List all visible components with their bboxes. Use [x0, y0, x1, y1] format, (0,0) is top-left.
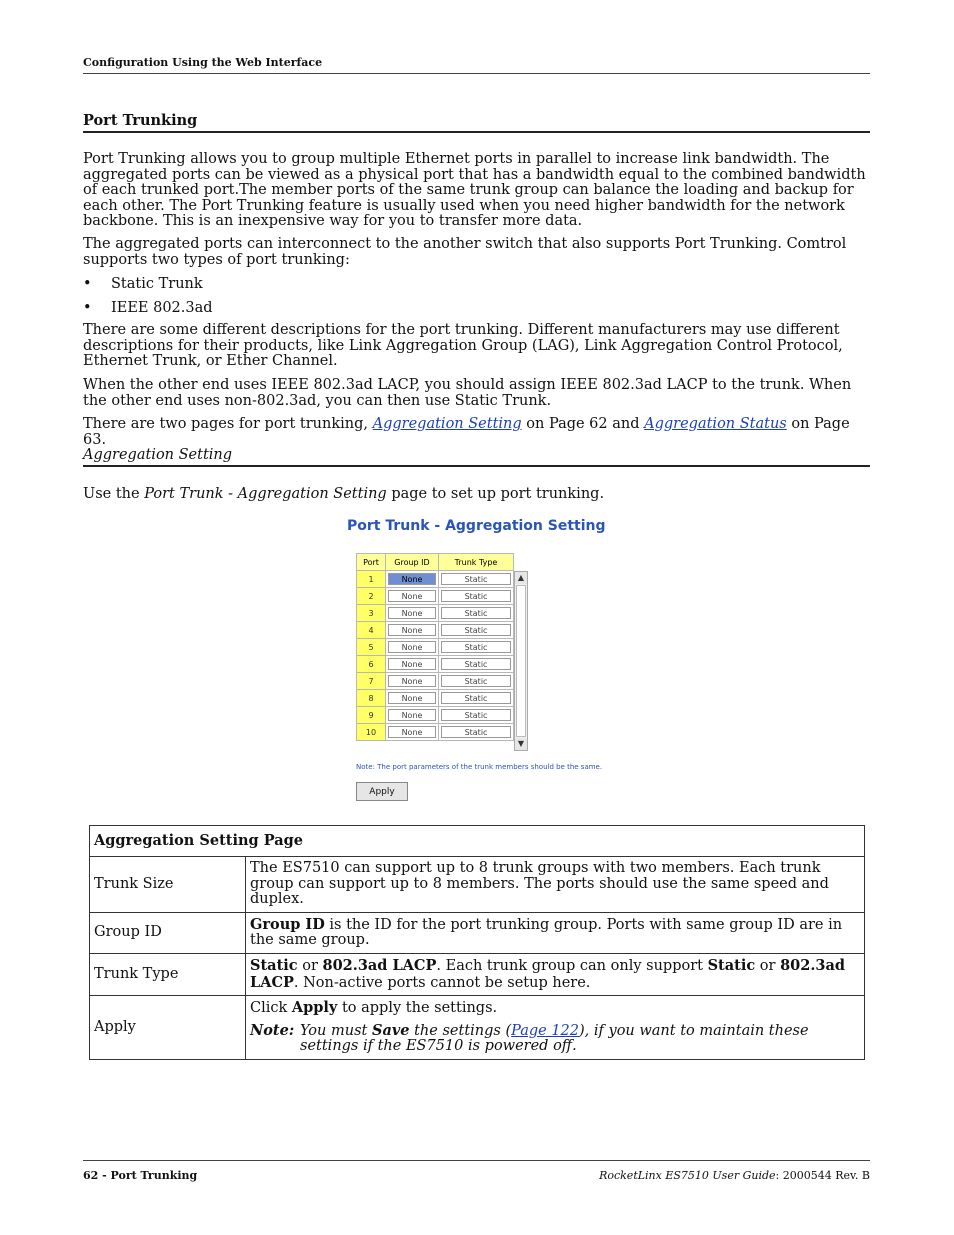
- save-note: [250, 1023, 860, 1055]
- port-number: 5: [357, 639, 386, 656]
- text-span: is the ID for the port trunking group. Ports with same group ID are in the same group.: [250, 916, 843, 949]
- grid-row: [357, 656, 514, 673]
- link-aggregation-status[interactable]: Aggregation Status: [644, 416, 787, 432]
- port-number: 1: [357, 571, 386, 588]
- text-span: to apply the settings.: [337, 1000, 498, 1017]
- group-id-cell: [386, 690, 439, 707]
- port-number: 10: [357, 724, 386, 741]
- page-name: Port Trunk - Aggregation Setting: [144, 486, 387, 502]
- trunk-type-select[interactable]: Static: [441, 675, 511, 687]
- group-id-select[interactable]: None: [388, 658, 436, 670]
- table-row: [90, 953, 865, 995]
- trunk-type-select[interactable]: Static: [441, 624, 511, 636]
- group-id-select[interactable]: None: [388, 709, 436, 721]
- text-span: the settings (: [409, 1022, 512, 1039]
- trunk-type-cell: [439, 673, 514, 690]
- bold-term: 802.3ad LACP: [322, 956, 437, 974]
- group-id-select[interactable]: None: [388, 624, 436, 636]
- group-id-cell: [386, 656, 439, 673]
- grid-scrollbar[interactable]: [514, 571, 528, 751]
- scroll-up-icon[interactable]: ▲: [515, 572, 527, 584]
- text-span: You must: [300, 1022, 372, 1039]
- text-span: or: [755, 957, 781, 974]
- subsection-title: Aggregation Setting: [83, 447, 870, 467]
- descriptions-paragraph: There are some different descriptions for the port trunking. Different manufacturers may use different descriptions for their products, like Link Aggregation Group (LAG), Link Aggregation Control Protocol, Ethernet Trunk, or Ether Channel.: [83, 322, 843, 370]
- table-row: [90, 996, 865, 1060]
- aggregation-setting-table: [89, 825, 865, 1060]
- trunk-type-select[interactable]: Static: [441, 658, 511, 670]
- table-header: Aggregation Setting Page: [90, 826, 865, 857]
- footer-doc-label: [599, 1169, 870, 1182]
- running-head: Configuration Using the Web Interface: [83, 56, 870, 74]
- trunk-type-cell: [439, 622, 514, 639]
- link-page-122[interactable]: Page 122: [511, 1022, 580, 1039]
- page-footer: [83, 1160, 870, 1182]
- column-header-trunk-type: Trunk Type: [439, 554, 514, 571]
- bullet-marker: •: [83, 300, 92, 316]
- grid-row: [357, 588, 514, 605]
- group-id-select[interactable]: None: [388, 573, 436, 585]
- port-number: 6: [357, 656, 386, 673]
- apply-description: [250, 1000, 860, 1017]
- port-number: 3: [357, 605, 386, 622]
- text-span: Click: [250, 1000, 292, 1017]
- footer-page-label: 62 - Port Trunking: [83, 1169, 198, 1182]
- group-id-cell: [386, 707, 439, 724]
- trunk-type-select[interactable]: Static: [441, 607, 511, 619]
- group-id-select[interactable]: None: [388, 607, 436, 619]
- bold-term: Apply: [291, 999, 338, 1017]
- trunk-type-cell: [439, 724, 514, 741]
- scroll-down-icon[interactable]: ▼: [515, 738, 527, 750]
- trunk-type-cell: [439, 639, 514, 656]
- group-id-cell: [386, 588, 439, 605]
- row-label: Trunk Size: [90, 857, 246, 913]
- row-description: [246, 953, 865, 995]
- group-id-select[interactable]: None: [388, 590, 436, 602]
- trunk-type-cell: [439, 588, 514, 605]
- grid-row: [357, 622, 514, 639]
- row-label: Group ID: [90, 912, 246, 953]
- bold-term: Static: [707, 956, 756, 974]
- group-id-cell: [386, 724, 439, 741]
- group-id-cell: [386, 639, 439, 656]
- aggregation-grid: [356, 553, 514, 741]
- pages-paragraph: [83, 417, 870, 448]
- group-id-cell: [386, 622, 439, 639]
- note-label: Note:: [250, 1021, 295, 1039]
- bold-term: 802.3ad LACP: [250, 956, 846, 991]
- row-description: [246, 912, 865, 953]
- row-label: Apply: [90, 996, 246, 1060]
- table-row: [90, 857, 865, 913]
- lacp-paragraph: When the other end uses IEEE 802.3ad LACP, you should assign IEEE 802.3ad LACP to the trunk. When the other end uses non-802.3ad, you can then use Static Trunk.: [83, 377, 852, 409]
- grid-row: [357, 707, 514, 724]
- table-row: [90, 912, 865, 953]
- trunk-type-cell: [439, 690, 514, 707]
- grid-row: [357, 673, 514, 690]
- text-span: on Page 63.: [83, 416, 850, 448]
- row-description: [246, 996, 865, 1060]
- row-label: Trunk Type: [90, 953, 246, 995]
- text-span: There are two pages for port trunking,: [83, 416, 373, 432]
- screenshot-title: Port Trunk - Aggregation Setting: [347, 518, 606, 534]
- section-title: Port Trunking: [83, 112, 870, 133]
- bullet-text: Static Trunk: [111, 276, 203, 292]
- grid-row: [357, 639, 514, 656]
- group-id-select[interactable]: None: [388, 641, 436, 653]
- text-span: ), if you want to maintain these settings if the ES7510 is powered off.: [300, 1022, 809, 1055]
- bold-term: Static: [250, 956, 298, 974]
- trunk-note: Note: The port parameters of the trunk members should be the same.: [356, 763, 603, 771]
- note-text: [300, 1023, 860, 1055]
- bullet-static-trunk: [83, 276, 203, 292]
- group-id-select[interactable]: None: [388, 726, 436, 738]
- port-number: 7: [357, 673, 386, 690]
- text-span: . Non-active ports cannot be setup here.: [293, 974, 591, 991]
- port-number: 9: [357, 707, 386, 724]
- trunk-type-cell: [439, 656, 514, 673]
- bold-term: Save: [371, 1021, 410, 1039]
- text-span: on Page 62 and: [521, 416, 645, 432]
- port-number: 8: [357, 690, 386, 707]
- column-header-port: Port: [357, 554, 386, 571]
- bullet-text: IEEE 802.3ad: [111, 300, 213, 316]
- bold-term: Group ID: [250, 915, 325, 933]
- column-header-group-id: Group ID: [386, 554, 439, 571]
- trunk-type-select[interactable]: Static: [441, 709, 511, 721]
- text-span: page to set up port trunking.: [386, 486, 605, 502]
- link-aggregation-setting[interactable]: Aggregation Setting: [372, 416, 522, 432]
- group-id-select[interactable]: None: [388, 692, 436, 704]
- use-page-paragraph: [83, 487, 870, 503]
- trunk-type-cell: [439, 707, 514, 724]
- group-id-cell: [386, 571, 439, 588]
- row-description: The ES7510 can support up to 8 trunk groups with two members. Each trunk group can support up to 8 members. The ports should use the same speed and duplex.: [246, 857, 865, 913]
- trunk-type-select[interactable]: Static: [441, 573, 511, 585]
- group-id-cell: [386, 673, 439, 690]
- footer-guide-title: RocketLinx ES7510 User Guide: [599, 1169, 776, 1182]
- apply-button[interactable]: Apply: [356, 782, 408, 801]
- group-id-cell: [386, 605, 439, 622]
- text-span: Use the: [83, 486, 145, 502]
- trunk-type-select[interactable]: Static: [441, 726, 511, 738]
- grid-row: [357, 571, 514, 588]
- grid-row: [357, 605, 514, 622]
- aggregation-paragraph: The aggregated ports can interconnect to the another switch that also supports Port Trunking. Comtrol supports two types of port trunking:: [83, 236, 847, 268]
- scroll-thumb[interactable]: [516, 585, 526, 737]
- group-id-select[interactable]: None: [388, 675, 436, 687]
- trunk-type-select[interactable]: Static: [441, 641, 511, 653]
- text-span: or: [297, 957, 323, 974]
- bullet-ieee: [83, 300, 213, 316]
- grid-row: [357, 724, 514, 741]
- trunk-type-select[interactable]: Static: [441, 692, 511, 704]
- port-number: 2: [357, 588, 386, 605]
- port-number: 4: [357, 622, 386, 639]
- trunk-type-cell: [439, 605, 514, 622]
- grid-row: [357, 690, 514, 707]
- trunk-type-select[interactable]: Static: [441, 590, 511, 602]
- intro-paragraph: Port Trunking allows you to group multiple Ethernet ports in parallel to increase link bandwidth. The aggregated ports can be viewed as a physical port that has a bandwidth equal to the combined bandwidth of each trunked port.The member ports of the same trunk group can balance the loading and backup for each other. The Port Trunking feature is usually used when you need higher bandwidth for the network backbone. This is an inexpensive way for you to transfer more data.: [83, 151, 866, 230]
- trunk-type-cell: [439, 571, 514, 588]
- bullet-marker: •: [83, 276, 92, 292]
- footer-rev: : 2000544 Rev. B: [775, 1169, 870, 1182]
- text-span: . Each trunk group can only support: [436, 957, 708, 974]
